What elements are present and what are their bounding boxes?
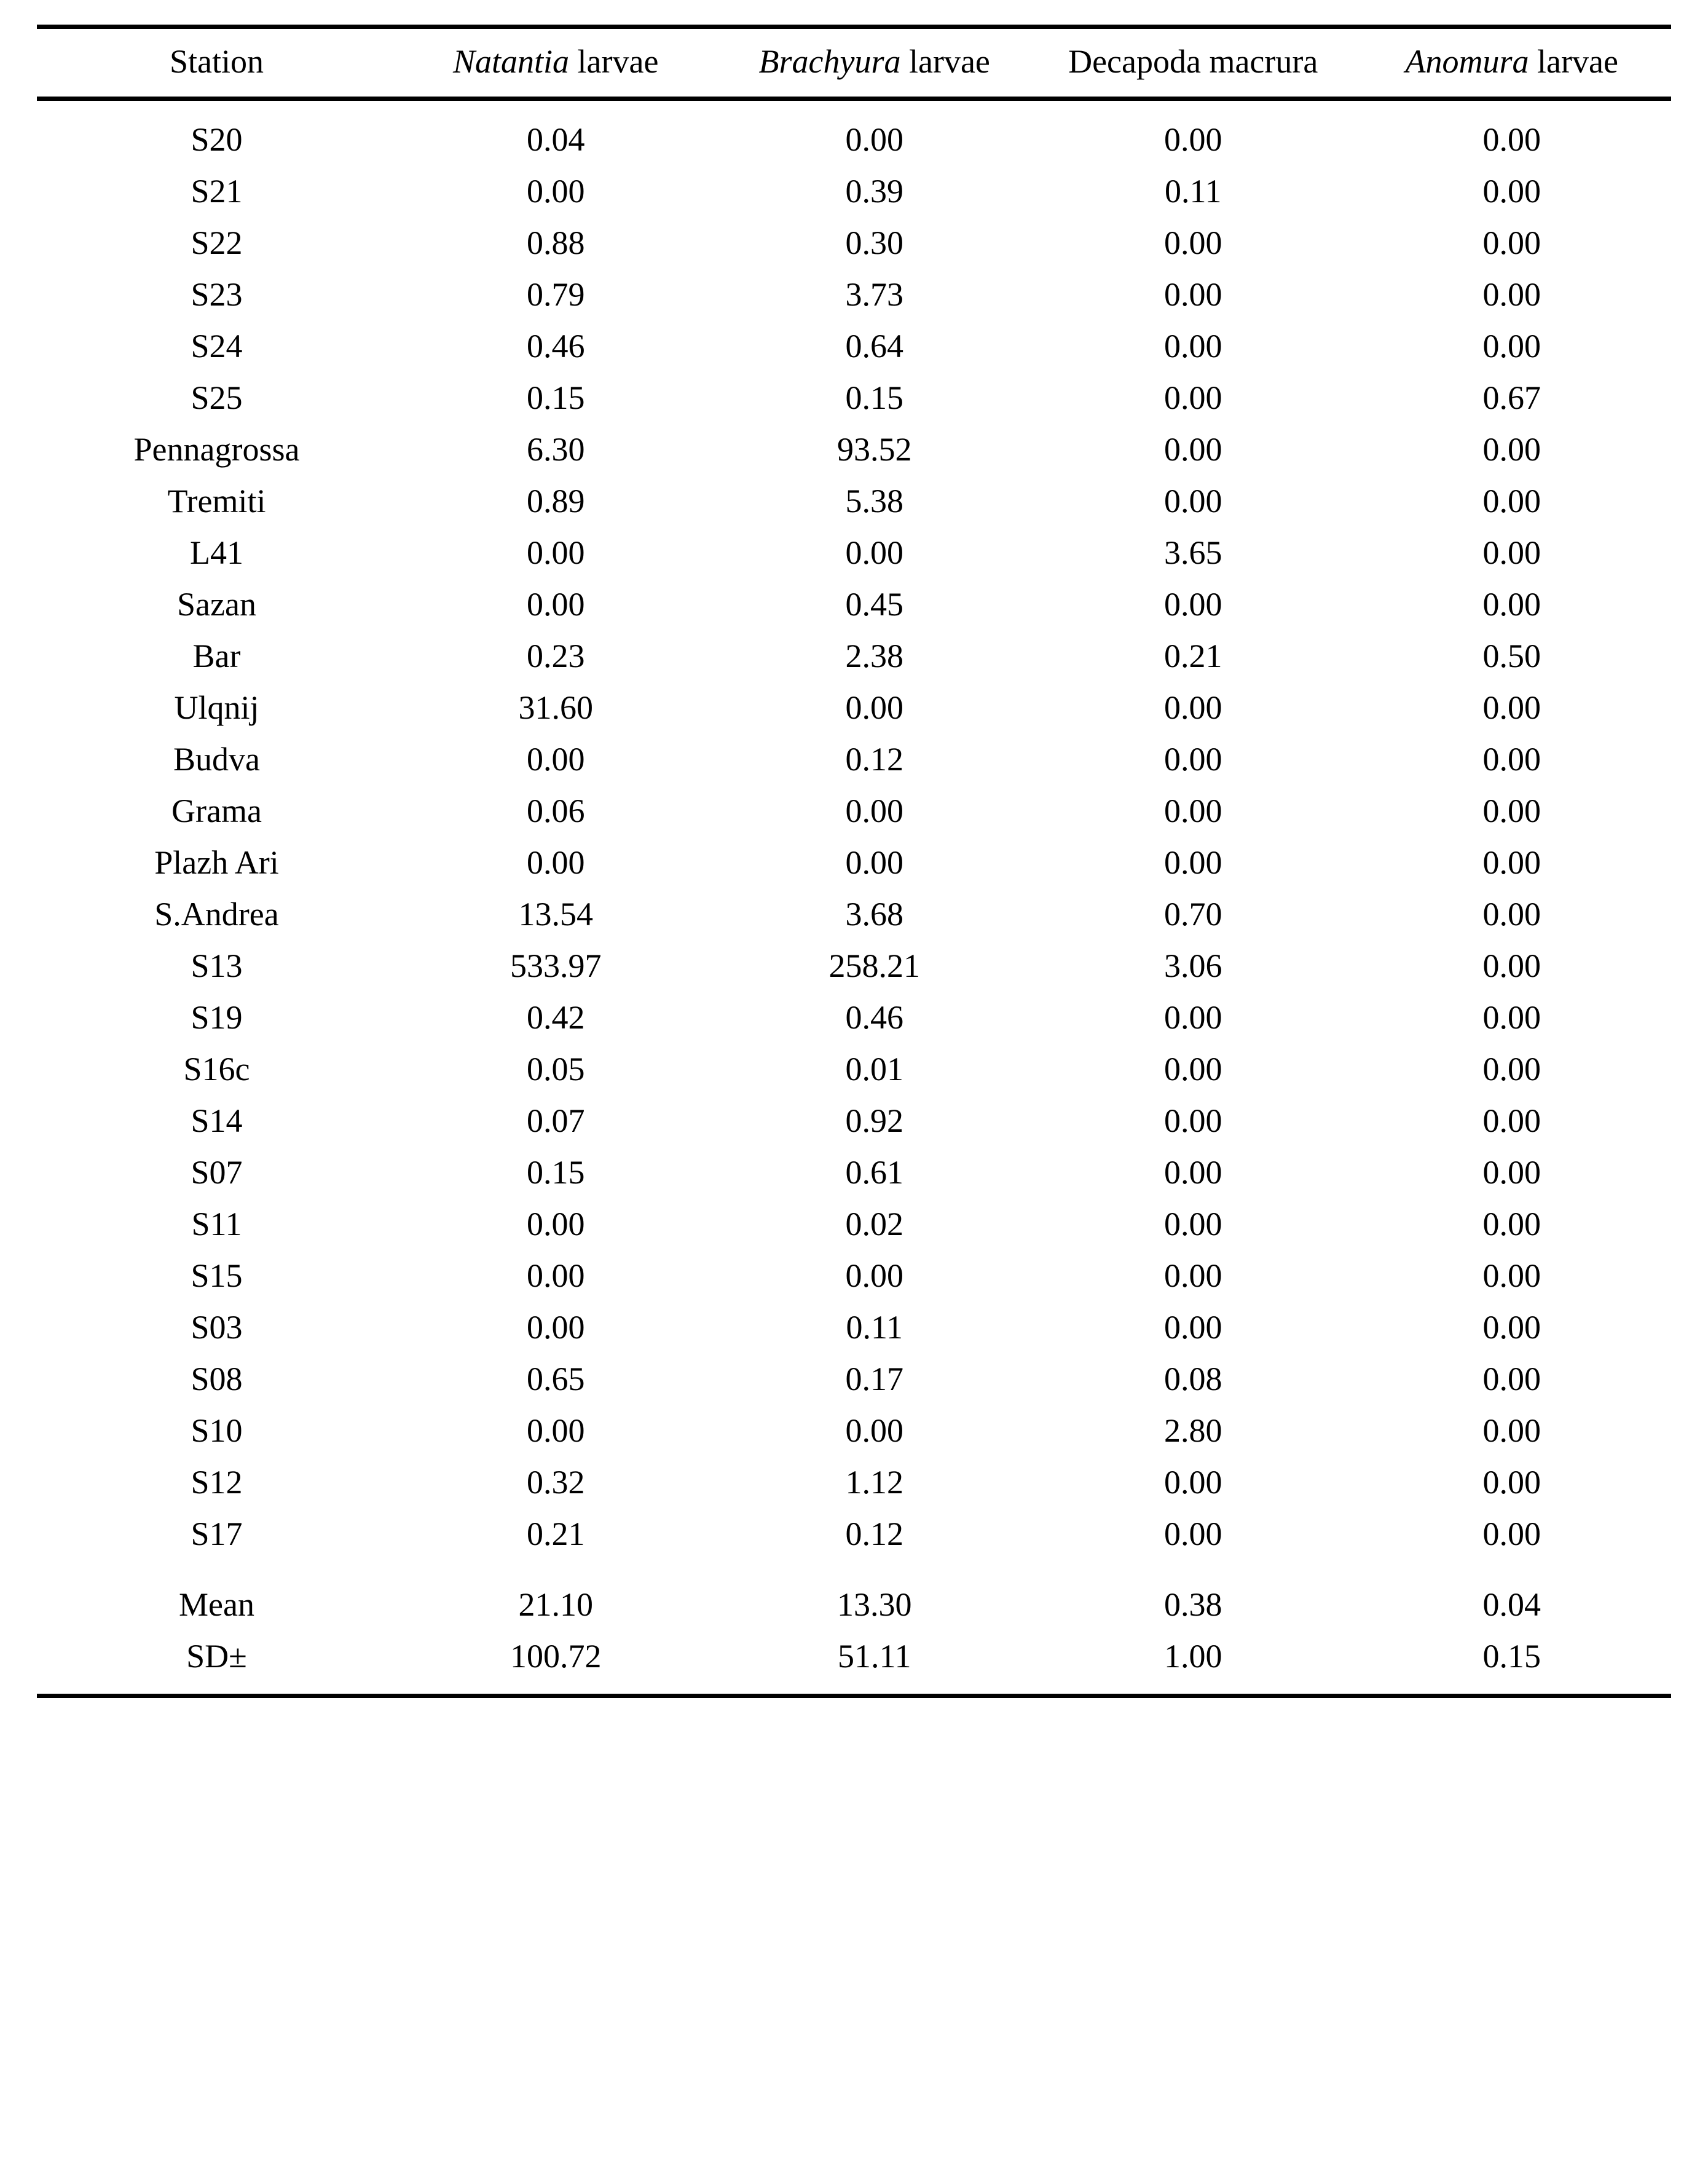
cell-station: S17 <box>191 1515 243 1552</box>
cell-natantia: 0.00 <box>526 1257 585 1294</box>
cell-anomura: 0.00 <box>1482 121 1541 158</box>
cell-decapoda: 0.00 <box>1163 689 1222 726</box>
cell-decapoda: 0.00 <box>1163 792 1222 829</box>
cell-station: S15 <box>191 1257 243 1294</box>
cell-anomura: 0.00 <box>1482 792 1541 829</box>
table-row <box>37 1147 1671 1198</box>
cell-anomura: 0.00 <box>1482 224 1541 261</box>
cell-station: S.Andrea <box>154 896 279 933</box>
cell-natantia: 533.97 <box>510 947 602 984</box>
table-row <box>37 475 1671 527</box>
cell-decapoda: 3.06 <box>1163 947 1222 984</box>
cell-anomura: 0.04 <box>1482 1586 1541 1623</box>
column-header-brachyura-label: larvae <box>909 43 990 80</box>
decapoda-larvae-table <box>37 25 1671 1698</box>
cell-brachyura: 3.73 <box>845 276 903 313</box>
cell-decapoda: 0.00 <box>1163 121 1222 158</box>
cell-decapoda: 1.00 <box>1163 1638 1222 1675</box>
cell-decapoda: 0.00 <box>1163 379 1222 416</box>
cell-summary-label: SD± <box>186 1638 247 1675</box>
table-row <box>37 630 1671 682</box>
cell-natantia: 100.72 <box>510 1638 602 1675</box>
cell-anomura: 0.00 <box>1482 586 1541 623</box>
cell-decapoda: 0.00 <box>1163 1257 1222 1294</box>
table-row <box>37 99 1671 166</box>
cell-anomura: 0.00 <box>1482 999 1541 1036</box>
summary-row-sd <box>37 1630 1671 1696</box>
table-header <box>37 27 1671 99</box>
cell-natantia: 0.00 <box>526 844 585 881</box>
cell-natantia: 0.88 <box>526 224 585 261</box>
cell-anomura: 0.00 <box>1482 1309 1541 1346</box>
cell-natantia: 0.42 <box>526 999 585 1036</box>
cell-brachyura: 93.52 <box>836 431 912 468</box>
cell-station: Grama <box>171 792 262 829</box>
table-row <box>37 217 1671 269</box>
header-row <box>37 27 1671 99</box>
cell-natantia: 0.15 <box>526 1154 585 1191</box>
cell-brachyura: 0.02 <box>845 1206 903 1242</box>
column-header-station-label: Station <box>169 43 264 80</box>
cell-anomura: 0.00 <box>1482 1102 1541 1139</box>
column-header-decapoda-macrura-label: Decapoda macrura <box>1068 43 1318 80</box>
cell-natantia: 0.00 <box>526 586 585 623</box>
column-header-anomura-label: larvae <box>1537 43 1618 80</box>
cell-anomura: 0.00 <box>1482 1412 1541 1449</box>
cell-brachyura: 0.92 <box>845 1102 903 1139</box>
cell-natantia: 0.23 <box>526 638 585 674</box>
table-body <box>37 99 1671 1696</box>
cell-station: Tremiti <box>167 483 266 519</box>
cell-brachyura: 0.00 <box>845 121 903 158</box>
cell-brachyura: 0.11 <box>846 1309 903 1346</box>
table-row <box>37 165 1671 217</box>
cell-station: S16c <box>183 1051 250 1088</box>
cell-brachyura: 0.00 <box>845 844 903 881</box>
table-row <box>37 269 1671 320</box>
table-row <box>37 1198 1671 1250</box>
cell-brachyura: 0.46 <box>845 999 903 1036</box>
cell-station: S12 <box>191 1464 243 1501</box>
cell-natantia: 13.54 <box>518 896 593 933</box>
cell-decapoda: 0.00 <box>1163 1102 1222 1139</box>
cell-station: S20 <box>191 121 243 158</box>
cell-brachyura: 5.38 <box>845 483 903 519</box>
table-row <box>37 940 1671 992</box>
cell-natantia: 0.00 <box>526 173 585 210</box>
cell-natantia: 0.07 <box>526 1102 585 1139</box>
cell-anomura: 0.00 <box>1482 1515 1541 1552</box>
table-row <box>37 1508 1671 1560</box>
cell-station: S11 <box>191 1206 242 1242</box>
cell-brachyura: 0.17 <box>845 1361 903 1397</box>
table-row <box>37 1250 1671 1301</box>
cell-decapoda: 0.00 <box>1163 844 1222 881</box>
cell-decapoda: 0.00 <box>1163 483 1222 519</box>
cell-station: L41 <box>189 534 243 571</box>
cell-station: Budva <box>173 741 260 778</box>
cell-anomura: 0.00 <box>1482 947 1541 984</box>
cell-brachyura: 0.12 <box>845 1515 903 1552</box>
cell-decapoda: 0.00 <box>1163 586 1222 623</box>
table-row <box>37 733 1671 785</box>
cell-brachyura: 0.00 <box>845 534 903 571</box>
cell-anomura: 0.00 <box>1482 1257 1541 1294</box>
cell-station: S22 <box>191 224 243 261</box>
cell-decapoda: 0.00 <box>1163 276 1222 313</box>
cell-natantia: 6.30 <box>526 431 585 468</box>
table-row <box>37 320 1671 372</box>
cell-brachyura: 0.64 <box>845 328 903 365</box>
cell-brachyura: 0.00 <box>845 792 903 829</box>
cell-brachyura: 0.45 <box>845 586 903 623</box>
cell-natantia: 0.00 <box>526 534 585 571</box>
cell-anomura: 0.50 <box>1482 638 1541 674</box>
cell-brachyura: 0.00 <box>845 1257 903 1294</box>
table-row <box>37 888 1671 940</box>
column-header-natantia <box>396 27 715 99</box>
cell-decapoda: 0.00 <box>1163 1464 1222 1501</box>
cell-brachyura: 0.30 <box>845 224 903 261</box>
column-header-station <box>37 27 396 99</box>
cell-brachyura: 1.12 <box>845 1464 903 1501</box>
cell-natantia: 0.00 <box>526 1412 585 1449</box>
cell-decapoda: 0.00 <box>1163 1154 1222 1191</box>
column-header-anomura-genus: Anomura <box>1405 43 1529 80</box>
cell-natantia: 0.21 <box>526 1515 585 1552</box>
summary-row-mean <box>37 1560 1671 1630</box>
table-row <box>37 1043 1671 1095</box>
cell-brachyura: 0.12 <box>845 741 903 778</box>
cell-decapoda: 0.00 <box>1163 1051 1222 1088</box>
cell-natantia: 0.05 <box>526 1051 585 1088</box>
cell-brachyura: 13.30 <box>836 1586 912 1623</box>
cell-brachyura: 3.68 <box>845 896 903 933</box>
table-row <box>37 1456 1671 1508</box>
cell-station: S23 <box>191 276 243 313</box>
cell-anomura: 0.00 <box>1482 844 1541 881</box>
cell-decapoda: 0.00 <box>1163 328 1222 365</box>
cell-decapoda: 0.70 <box>1163 896 1222 933</box>
cell-anomura: 0.00 <box>1482 276 1541 313</box>
table-row <box>37 527 1671 579</box>
cell-decapoda: 0.00 <box>1163 224 1222 261</box>
cell-anomura: 0.00 <box>1482 483 1541 519</box>
column-header-natantia-label: larvae <box>577 43 659 80</box>
cell-station: S21 <box>191 173 243 210</box>
column-header-natantia-genus: Natantia <box>453 43 570 80</box>
cell-natantia: 0.04 <box>526 121 585 158</box>
column-header-decapoda-macrura <box>1034 27 1353 99</box>
cell-brachyura: 2.38 <box>845 638 903 674</box>
cell-anomura: 0.00 <box>1482 1206 1541 1242</box>
table-row <box>37 837 1671 888</box>
cell-decapoda: 0.00 <box>1163 1206 1222 1242</box>
cell-natantia: 31.60 <box>518 689 593 726</box>
cell-decapoda: 0.08 <box>1163 1361 1222 1397</box>
cell-decapoda: 0.00 <box>1163 999 1222 1036</box>
cell-natantia: 0.06 <box>526 792 585 829</box>
cell-station: S14 <box>191 1102 243 1139</box>
cell-decapoda: 0.00 <box>1163 741 1222 778</box>
cell-anomura: 0.00 <box>1482 328 1541 365</box>
cell-station: S19 <box>191 999 243 1036</box>
cell-decapoda: 0.38 <box>1163 1586 1222 1623</box>
cell-anomura: 0.00 <box>1482 689 1541 726</box>
table-row <box>37 1353 1671 1405</box>
cell-natantia: 0.89 <box>526 483 585 519</box>
cell-brachyura: 258.21 <box>828 947 920 984</box>
cell-decapoda: 3.65 <box>1163 534 1222 571</box>
cell-station: S24 <box>191 328 243 365</box>
cell-brachyura: 0.61 <box>845 1154 903 1191</box>
table-row <box>37 785 1671 837</box>
cell-station: Ulqnij <box>174 689 259 726</box>
cell-anomura: 0.00 <box>1482 741 1541 778</box>
cell-brachyura: 0.39 <box>845 173 903 210</box>
cell-decapoda: 0.00 <box>1163 1309 1222 1346</box>
cell-station: Bar <box>192 638 241 674</box>
cell-natantia: 0.65 <box>526 1361 585 1397</box>
cell-station: S10 <box>191 1412 243 1449</box>
cell-anomura: 0.67 <box>1482 379 1541 416</box>
cell-anomura: 0.00 <box>1482 431 1541 468</box>
column-header-brachyura <box>715 27 1034 99</box>
cell-anomura: 0.00 <box>1482 896 1541 933</box>
cell-station: S25 <box>191 379 243 416</box>
table-row <box>37 992 1671 1043</box>
cell-decapoda: 0.00 <box>1163 431 1222 468</box>
table-row <box>37 1405 1671 1456</box>
cell-natantia: 0.15 <box>526 379 585 416</box>
table-row <box>37 424 1671 475</box>
cell-station: S08 <box>191 1361 243 1397</box>
cell-anomura: 0.00 <box>1482 1464 1541 1501</box>
cell-natantia: 0.32 <box>526 1464 585 1501</box>
column-header-anomura <box>1352 27 1671 99</box>
table-row <box>37 372 1671 424</box>
column-header-brachyura-genus: Brachyura <box>758 43 901 80</box>
cell-decapoda: 0.11 <box>1164 173 1222 210</box>
cell-anomura: 0.00 <box>1482 1154 1541 1191</box>
cell-station: Sazan <box>177 586 256 623</box>
cell-anomura: 0.15 <box>1482 1638 1541 1675</box>
cell-decapoda: 0.21 <box>1163 638 1222 674</box>
cell-brachyura: 0.00 <box>845 689 903 726</box>
cell-summary-label: Mean <box>179 1586 254 1623</box>
cell-natantia: 0.00 <box>526 1206 585 1242</box>
cell-station: S03 <box>191 1309 243 1346</box>
cell-natantia: 21.10 <box>518 1586 593 1623</box>
cell-natantia: 0.00 <box>526 1309 585 1346</box>
cell-natantia: 0.46 <box>526 328 585 365</box>
cell-brachyura: 0.01 <box>845 1051 903 1088</box>
cell-anomura: 0.00 <box>1482 1361 1541 1397</box>
cell-decapoda: 2.80 <box>1163 1412 1222 1449</box>
cell-station: S07 <box>191 1154 243 1191</box>
table-row <box>37 682 1671 733</box>
cell-station: S13 <box>191 947 243 984</box>
cell-brachyura: 0.00 <box>845 1412 903 1449</box>
cell-anomura: 0.00 <box>1482 173 1541 210</box>
cell-decapoda: 0.00 <box>1163 1515 1222 1552</box>
cell-anomura: 0.00 <box>1482 534 1541 571</box>
cell-natantia: 0.00 <box>526 741 585 778</box>
cell-natantia: 0.79 <box>526 276 585 313</box>
table-row <box>37 1301 1671 1353</box>
cell-station: Plazh Ari <box>154 844 279 881</box>
cell-anomura: 0.00 <box>1482 1051 1541 1088</box>
table-row <box>37 579 1671 630</box>
cell-brachyura: 51.11 <box>837 1638 911 1675</box>
cell-station: Pennagrossa <box>133 431 300 468</box>
cell-brachyura: 0.15 <box>845 379 903 416</box>
table-row <box>37 1095 1671 1147</box>
